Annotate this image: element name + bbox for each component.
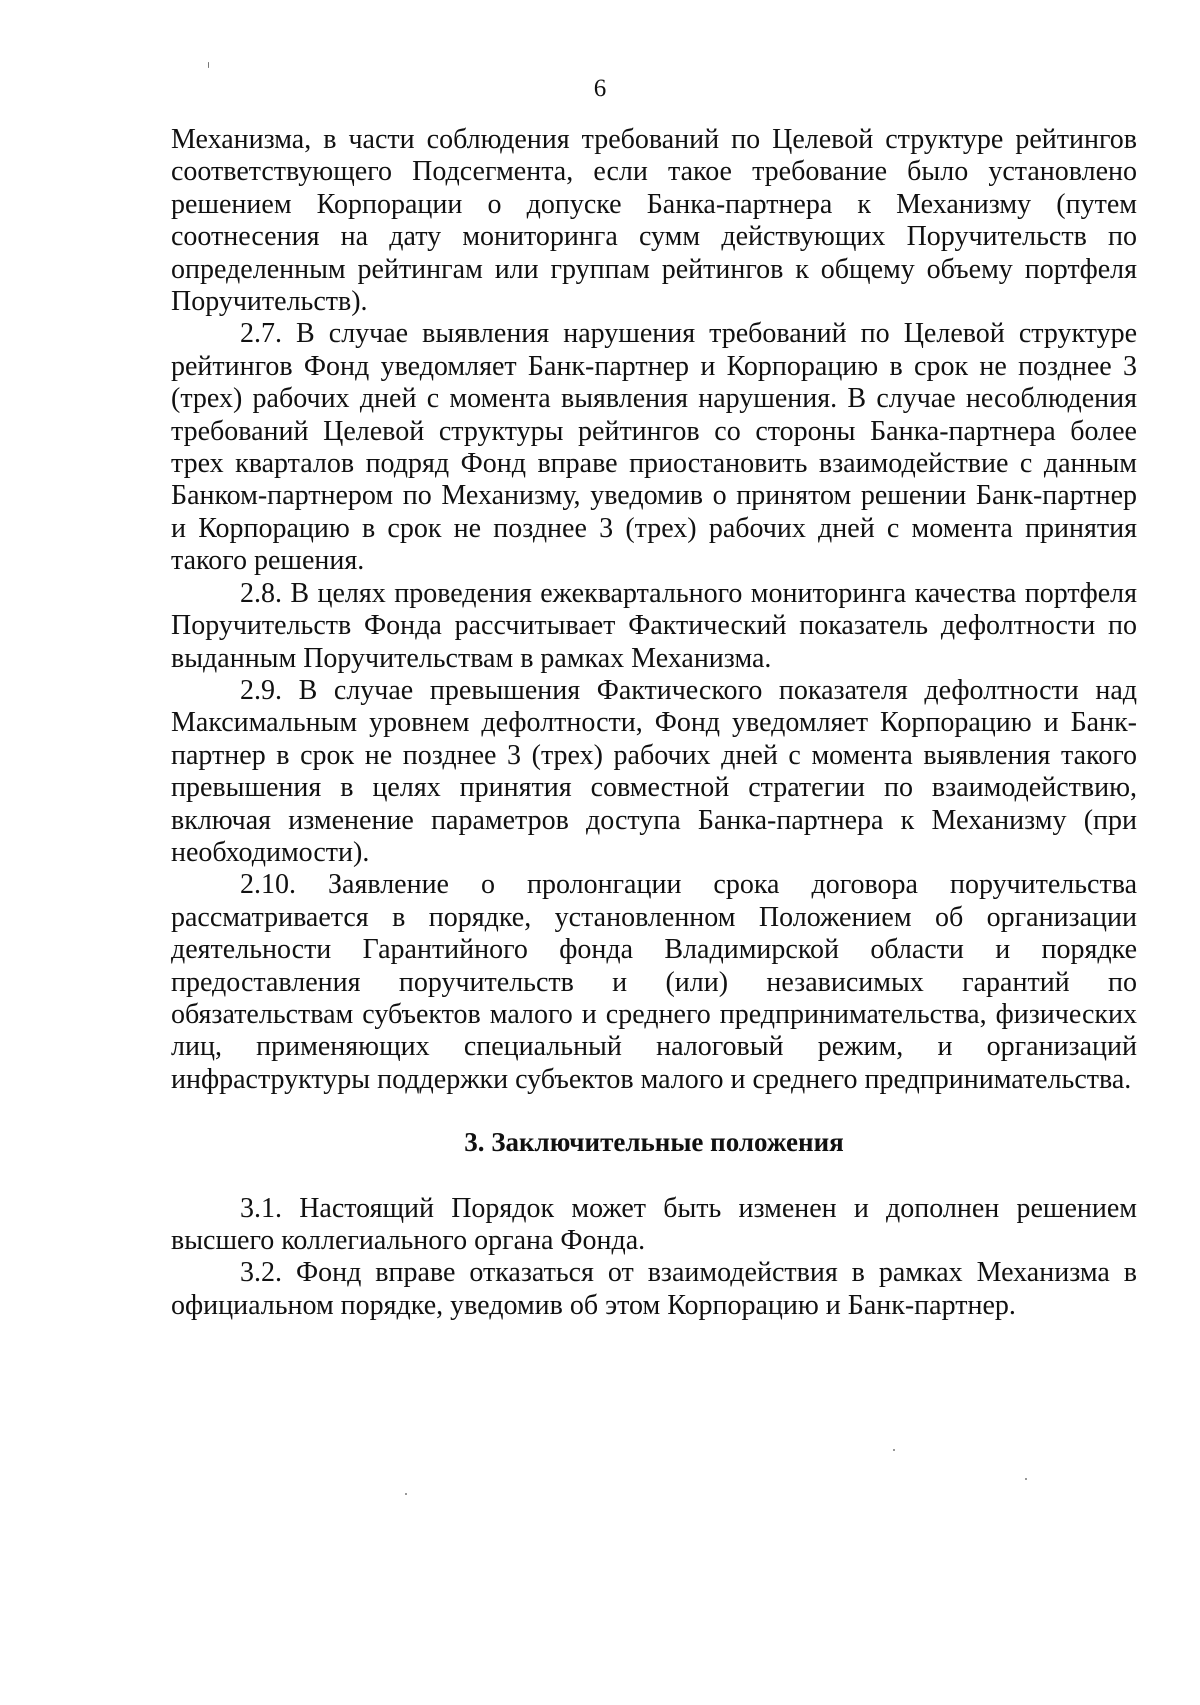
scan-speck (893, 1449, 895, 1451)
scan-speck (405, 1493, 407, 1495)
document-body (171, 124, 1137, 1322)
paragraph-2-9: 2.9. В случае превышения Фактического показателя дефолтности над Максимальным уровнем дефолтности, Фонд уведомляет Корпорацию и Банк-партнер в срок не позднее 3 (трех) рабочих дней с момента выявления такого превышения в целях принятия совместной стратегии по взаимодействию, включая изменение параметров доступа Банка-партнера к Механизму (при необходимости). (171, 674, 1137, 868)
paragraph-3-1: 3.1. Настоящий Порядок может быть изменен и дополнен решением высшего коллегиального органа Фонда. (171, 1192, 1137, 1256)
scan-speck (1025, 1478, 1027, 1480)
paragraph-2-8: 2.8. В целях проведения ежеквартального мониторинга качества портфеля Поручительств Фонда рассчитывает Фактический показатель дефолтности по выданным Поручительствам в рамках Механизма. (171, 577, 1137, 674)
paragraph-continuation: Механизма, в части соблюдения требований по Целевой структуре рейтингов соответствующего Подсегмента, если такое требование было установлено решением Корпорации о допуске Банка-партнера к Механизму (путем соотнесения на дату мониторинга сумм действующих Поручительств по определенным рейтингам или группам рейтингов к общему объему портфеля Поручительств). (171, 124, 1137, 318)
paragraph-2-10: 2.10. Заявление о пролонгации срока договора поручительства рассматривается в порядке, установленном Положением об организации деятельности Гарантийного фонда Владимирской области и порядке предоставления поручительств и (или) независимых гарантий по обязательствам субъектов малого и среднего предпринимательства, физических лиц, применяющих специальный налоговый режим, и организаций инфраструктуры поддержки субъектов малого и среднего предпринимательства. (171, 869, 1137, 1095)
paragraph-3-2: 3.2. Фонд вправе отказаться от взаимодействия в рамках Механизма в официальном порядке, уведомив об этом Корпорацию и Банк-партнер. (171, 1257, 1137, 1321)
scan-speck (208, 62, 209, 68)
paragraph-2-7: 2.7. В случае выявления нарушения требований по Целевой структуре рейтингов Фонд уведомляет Банк-партнер и Корпорацию в срок не позднее 3 (трех) рабочих дней с момента выявления нарушения. В случае несоблюдения требований Целевой структуры рейтингов со стороны Банка-партнера более трех кварталов подряд Фонд вправе приостановить взаимодействие с данным Банком-партнером по Механизму, уведомив о принятом решении Банк-партнер и Корпорацию в срок не позднее 3 (трех) рабочих дней с момента принятия такого решения. (171, 318, 1137, 577)
page-number: 6 (593, 75, 607, 102)
section-3-title: 3. Заключительные положения (464, 1127, 844, 1158)
